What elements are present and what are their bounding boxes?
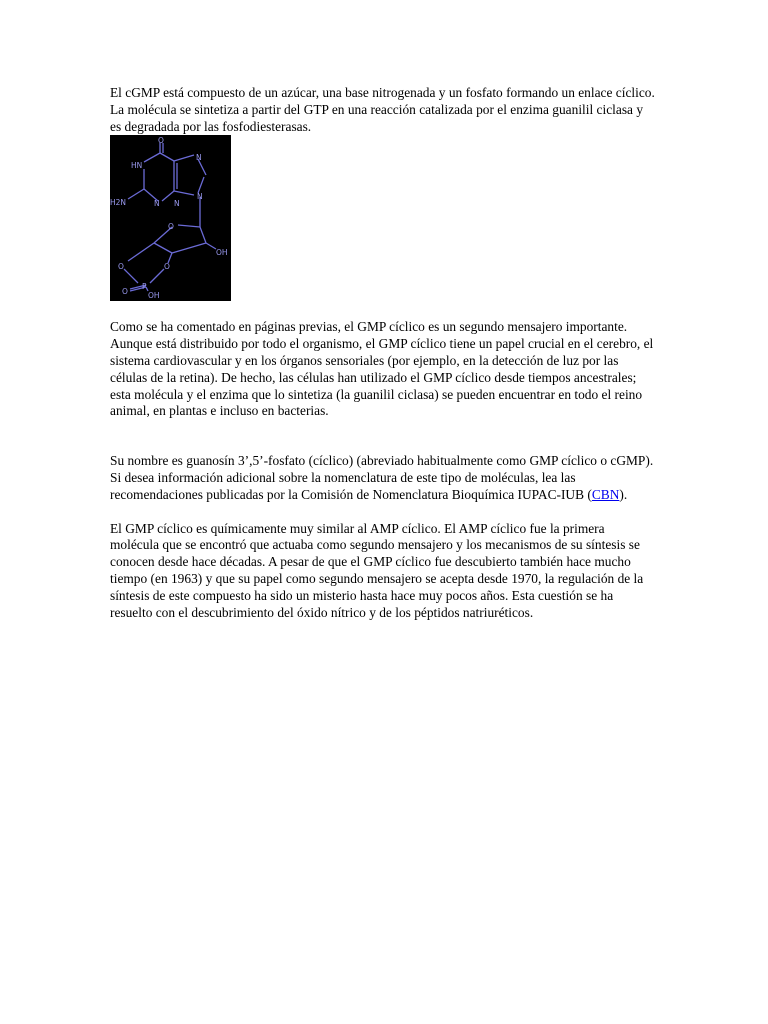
atom-n-right: N	[196, 153, 202, 163]
document-body	[110, 85, 655, 621]
paragraph-camp-comparison: El GMP cíclico es químicamente muy similar al AMP cíclico. El AMP cíclico fue la primera molécula que se encontró que actuaba como segundo mensajero y los mecanismos de su síntesis se conocen desde hace décadas. A pesar de que el GMP cíclico fue descubierto también hace mucho tiempo (en 1963) y que su papel como segundo mensajero se acepta desde 1970, la regulación de la síntesis de este compuesto ha sido un misterio hasta hace muy pocos años. Esta cuestión se ha resuelto con el descubrimiento del óxido nítrico y de los péptidos natriuréticos.	[110, 520, 644, 620]
atom-oh-sugar: OH	[216, 248, 228, 258]
paragraph-second-messenger: Como se ha comentado en páginas previas, el GMP cíclico es un segundo mensajero importante. Aunque está distribuido por todo el organismo, el GMP cíclico tiene un papel crucial en el cerebro, el sistema cardiovascular y en los órganos sensoriales (por ejemplo, en la detección de luz por las células de la retina). De hecho, las células han utilizado el GMP cíclico desde tiempos ancestrales; esta molécula y el enzima que lo sintetiza (la guanilil ciclasa) se pueden encuentrar en todo el reino animal, en plantas e incluso en bacterias.	[110, 319, 654, 419]
atom-n-glyco: N	[197, 192, 203, 202]
paragraph-nomenclature	[110, 453, 655, 503]
atom-hn: HN	[131, 161, 143, 171]
atom-o-left: O	[118, 262, 124, 272]
atom-n-bottom: N	[174, 199, 180, 209]
cgmp-structure-image	[110, 135, 231, 301]
cgmp-structure-svg	[110, 135, 231, 301]
atom-o-top: O	[158, 136, 164, 146]
atom-o-ring: O	[168, 222, 174, 232]
cbn-link[interactable]: CBN	[591, 486, 620, 502]
paragraph-intro: El cGMP está compuesto de un azúcar, una base nitrogenada y un fosfato formando un enlace cíclico. La molécula se sintetiza a partir del GTP en una reacción catalizada por el enzima guanilil ciclasa y es degradada por las fosfodiesterasas.	[110, 85, 655, 134]
atom-o-double: O	[122, 287, 128, 297]
atom-o-phos: O	[164, 262, 170, 272]
atom-oh-phos: OH	[148, 291, 160, 301]
nomenclature-text-end: ).	[619, 486, 628, 502]
atom-h2n: H2N	[110, 198, 127, 208]
atom-n-mid: N	[154, 199, 160, 209]
atom-p: P	[142, 282, 147, 292]
nomenclature-text: Su nombre es guanosín 3’,5’-fosfato (cíclico) (abreviado habitualmente como GMP cíclico o cGMP). Si desea información adicional sobre la nomenclatura de este tipo de moléculas, lea las recomendaciones publicadas por la Comisión de Nomenclatura Bioquímica IUPAC-IUB (	[110, 453, 654, 502]
